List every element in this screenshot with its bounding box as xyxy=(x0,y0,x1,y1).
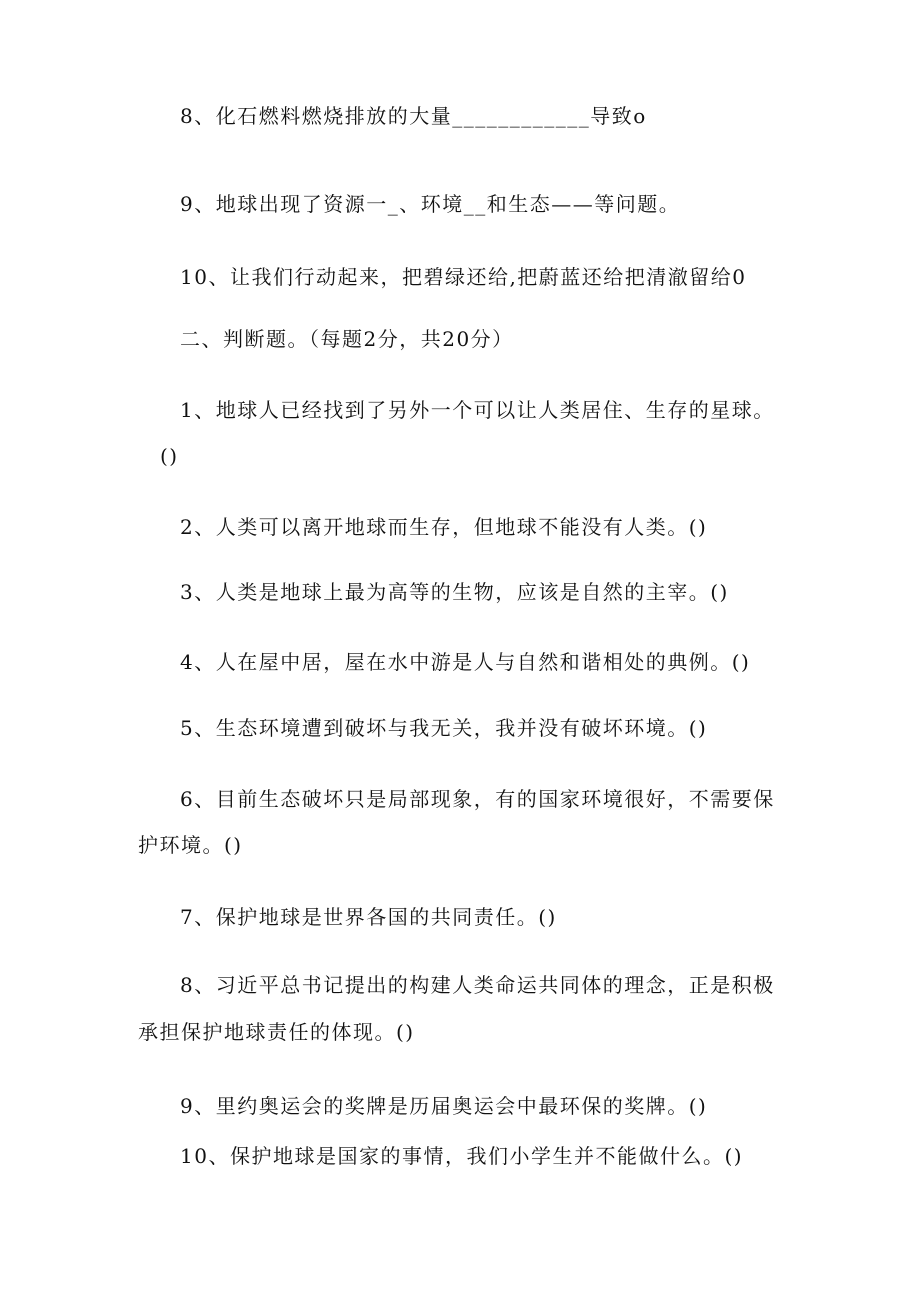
judge-item-6-line-2: 护环境。() xyxy=(138,833,243,857)
judge-item-6-line-1: 6、目前生态破坏只是局部现象，有的国家环境很好，不需要保 xyxy=(180,787,775,811)
judge-item-8-line-1: 8、习近平总书记提出的构建人类命运共同体的理念，正是积极 xyxy=(180,973,775,997)
judge-item-1-line-2: () xyxy=(160,444,179,468)
section-heading-judgement: 二、判断题。（每题2分，共20分） xyxy=(180,327,514,351)
judge-item-1-line-1: 1、地球人已经找到了另外一个可以让人类居住、生存的星球。 xyxy=(180,398,775,422)
judge-item-2: 2、人类可以离开地球而生存，但地球不能没有人类。() xyxy=(180,515,708,539)
judge-item-9: 9、里约奥运会的奖牌是历届奥运会中最环保的奖牌。() xyxy=(180,1094,708,1118)
judge-item-3: 3、人类是地球上最为高等的生物，应该是自然的主宰。() xyxy=(180,580,729,604)
fill-item-8: 8、化石燃料燃烧排放的大量____________导致o xyxy=(180,104,647,128)
judge-item-4: 4、人在屋中居，屋在水中游是人与自然和谐相处的典例。() xyxy=(180,650,751,674)
judge-item-7: 7、保护地球是世界各国的共同责任。() xyxy=(180,905,557,929)
fill-item-10: 10、让我们行动起来，把碧绿还给,把蔚蓝还给把清澈留给0 xyxy=(180,265,747,289)
judge-item-5: 5、生态环境遭到破坏与我无关，我并没有破坏环境。() xyxy=(180,716,708,740)
judge-item-8-line-2: 承担保护地球责任的体现。() xyxy=(138,1020,415,1044)
judge-item-10: 10、保护地球是国家的事情，我们小学生并不能做什么。() xyxy=(180,1144,744,1168)
fill-item-9: 9、地球出现了资源一_、环境__和生态——等问题。 xyxy=(180,192,681,216)
